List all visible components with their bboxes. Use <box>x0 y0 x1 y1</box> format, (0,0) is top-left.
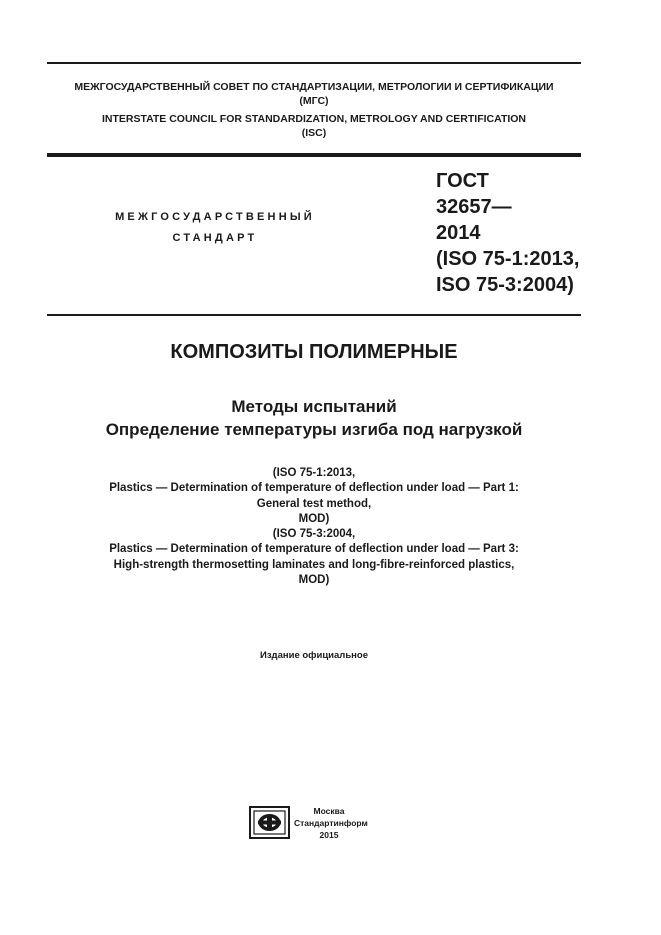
iso-references <box>47 466 581 588</box>
edition-label: Издание официальное <box>260 650 368 661</box>
council-ru <box>47 80 581 108</box>
publisher <box>294 805 368 841</box>
document-title: КОМПОЗИТЫ ПОЛИМЕРНЫЕ <box>170 341 458 363</box>
standard-type <box>80 207 350 249</box>
council-ru-abbr: (МГС) <box>299 95 329 107</box>
subtitle-line2: Определение температуры изгиба под нагрузкой <box>105 420 523 439</box>
standard-type-line2: СТАНДАРТ <box>172 232 258 244</box>
iso-ref-line: Plastics — Determination of temperature of deflection under load — Part 3: <box>109 543 519 556</box>
iso-ref-line: (ISO 75-1:2013, <box>272 467 356 479</box>
council-en-abbr: (ISC) <box>301 127 327 139</box>
gost-designation <box>436 168 596 298</box>
publisher-city: Москва <box>313 806 345 816</box>
iso-ref-line: MOD) <box>298 574 330 587</box>
bottom-rule <box>47 314 581 316</box>
gost-line3: 2014 <box>436 222 481 244</box>
publisher-name: Стандартинформ <box>294 818 368 828</box>
standartinform-logo-icon <box>249 806 290 839</box>
gost-line1: ГОСТ <box>436 170 489 192</box>
iso-ref-line: General test method, <box>256 497 372 510</box>
document-subtitle <box>47 395 581 441</box>
gost-line2: 32657— <box>436 196 512 218</box>
council-en <box>47 112 581 140</box>
iso-ref-line: MOD) <box>298 512 330 525</box>
standard-type-line1: МЕЖГОСУДАРСТВЕННЫЙ <box>115 211 315 223</box>
iso-ref-line: High-strength thermosetting laminates and long-fibre-reinforced plastics, <box>113 558 515 571</box>
council-en-name: INTERSTATE COUNCIL FOR STANDARDIZATION, METROLOGY AND CERTIFICATION <box>101 113 527 125</box>
publisher-year: 2015 <box>319 830 339 840</box>
middle-rule <box>47 153 581 157</box>
council-ru-name: МЕЖГОСУДАРСТВЕННЫЙ СОВЕТ ПО СТАНДАРТИЗАЦИИ, МЕТРОЛОГИИ И СЕРТИФИКАЦИИ <box>74 81 554 93</box>
subtitle-line1: Методы испытаний <box>231 397 397 416</box>
top-rule <box>47 62 581 64</box>
gost-line4: (ISO 75-1:2013, <box>436 248 580 270</box>
iso-ref-line: (ISO 75-3:2004, <box>272 528 356 541</box>
iso-ref-line: Plastics — Determination of temperature of deflection under load — Part 1: <box>109 482 519 495</box>
gost-line5: ISO 75-3:2004) <box>436 274 574 296</box>
